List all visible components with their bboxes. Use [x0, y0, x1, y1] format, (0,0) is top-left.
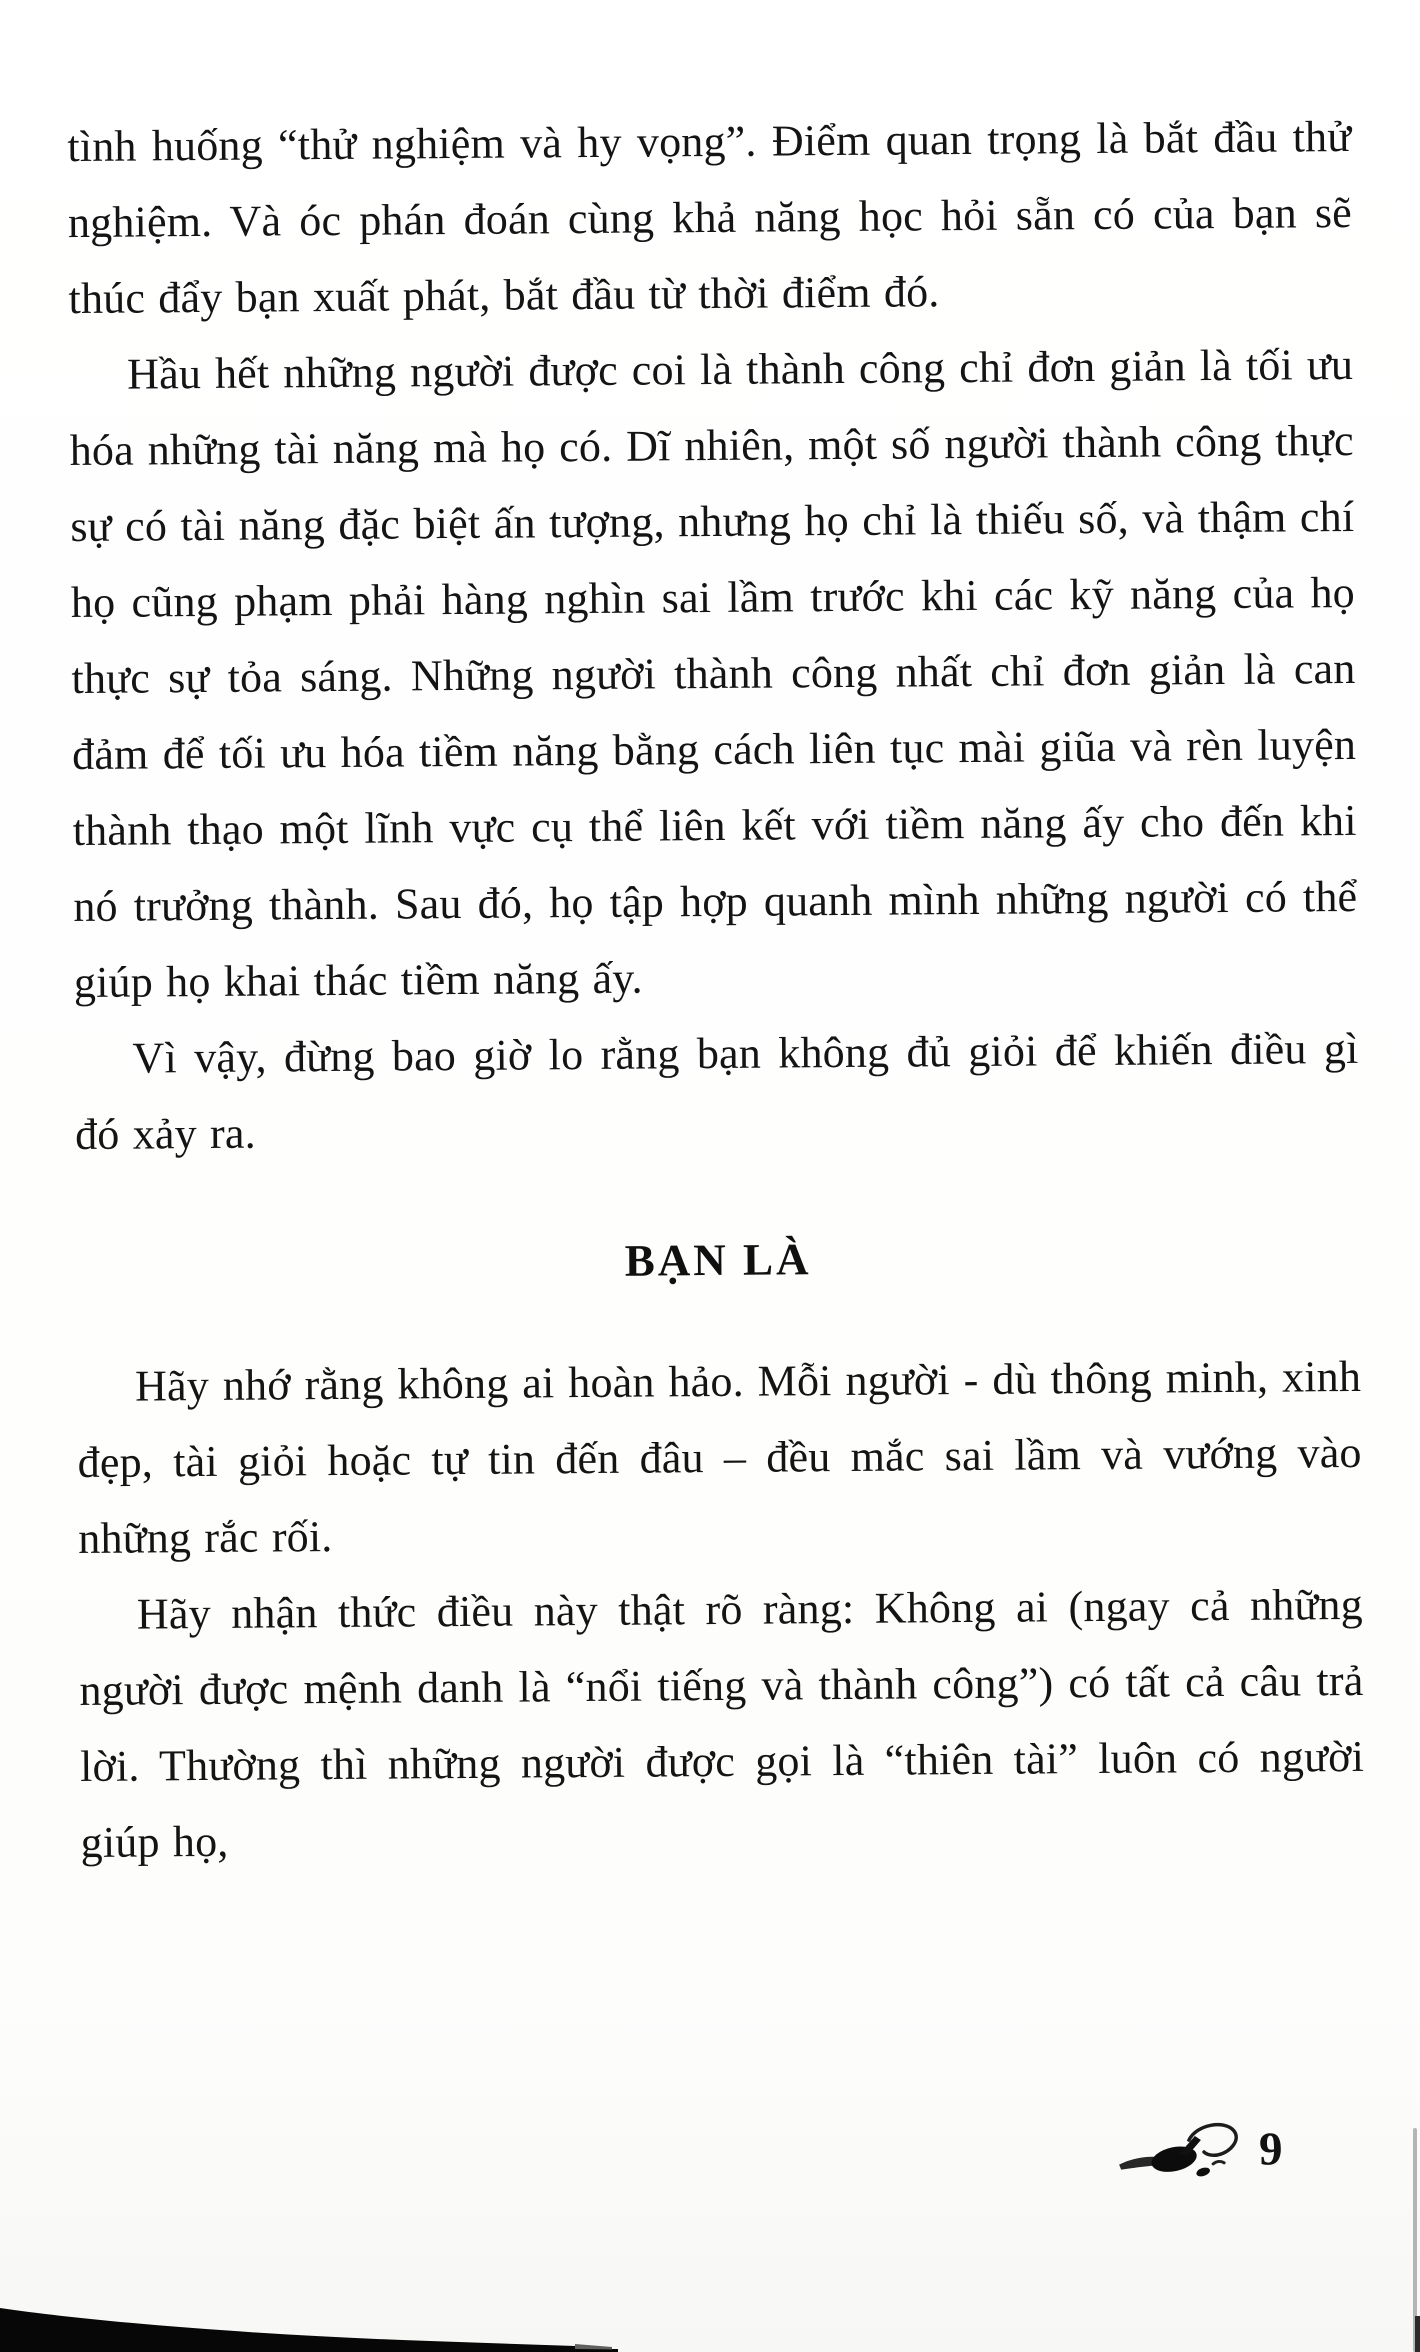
scan-edge-right-corner — [1415, 2316, 1420, 2352]
page-text-block — [67, 99, 1365, 1881]
scan-shadow-bottom-left-icon — [0, 2304, 620, 2352]
paragraph: tình huống “thử nghiệm và hy vọng”. Điểm quan trọng là bắt đầu thử nghiệm. Và óc phán đoán cùng khả năng học hỏi sẵn có của bạn sẽ thúc đẩy bạn xuất phát, bắt đầu từ thời điểm đó. — [67, 111, 1353, 324]
paragraph: Hãy nhận thức điều này thật rõ ràng: Không ai (ngay cả những người được mệnh danh là “nổi tiếng và thành công”) có tất cả câu trả lời. Thường thì những người được gọi là “thiên tài” luôn có người giúp họ, — [79, 1579, 1365, 1868]
section-heading: BẠN LÀ — [624, 1234, 812, 1286]
page-number: 9 — [1258, 2122, 1283, 2176]
page-footer — [1116, 2117, 1282, 2182]
paragraph: Hầu hết những người được coi là thành công chỉ đơn giản là tối ưu hóa những tài năng mà họ có. Dĩ nhiên, một số người thành công thực sự có tài năng đặc biệt ấn tượng, nhưng họ chỉ là thiếu số, và thậm chí họ cũng phạm phải hàng nghìn sai lầm trước khi các kỹ năng của họ thực sự tỏa sáng. Những người thành công nhất chỉ đơn giản là can đảm để tối ưu hóa tiềm năng bằng cách liên tục mài giũa và rèn luyện thành thạo một lĩnh vực cụ thể liên kết với tiềm năng ấy cho đến khi nó trưởng thành. Sau đó, họ tập hợp quanh mình những người có thể giúp họ khai thác tiềm năng ấy. — [69, 339, 1358, 1008]
paragraph: Vì vậy, đừng bao giờ lo rằng bạn không đủ giỏi để khiến điều gì đó xảy ra. — [74, 1023, 1359, 1160]
ink-blot-icon — [1116, 2118, 1256, 2183]
paragraph: Hãy nhớ rằng không ai hoàn hảo. Mỗi người - dù thông minh, xinh đẹp, tài giỏi hoặc tự tin đến đâu – đều mắc sai lầm và vướng vào những rắc rối. — [77, 1351, 1362, 1564]
